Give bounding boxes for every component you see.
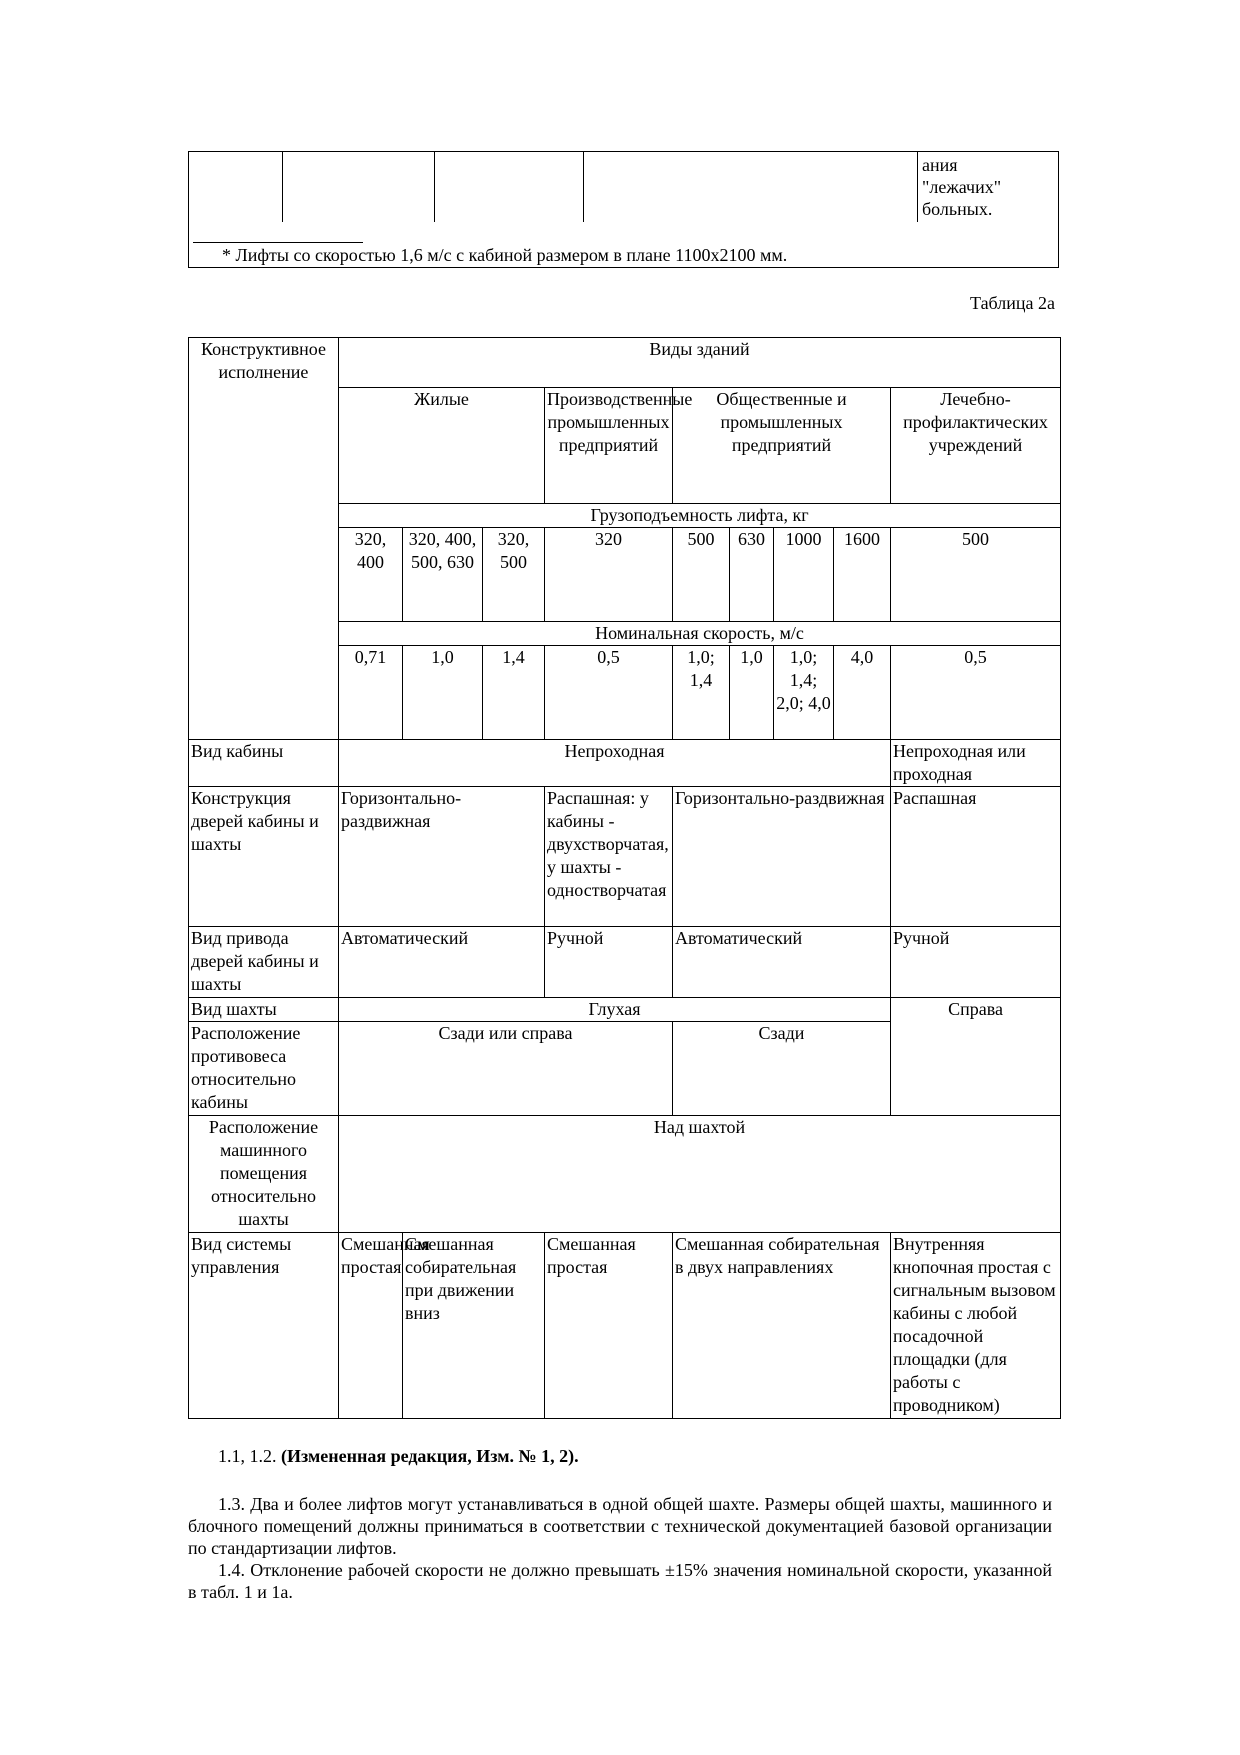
door-drive-value: Ручной <box>891 927 1061 998</box>
header-building-types: Виды зданий <box>339 338 1061 388</box>
speed-cell: 1,0; 1,4; 2,0; 4,0 <box>774 646 834 740</box>
counterweight-value: Сзади или справа <box>339 1022 673 1116</box>
capacity-cell: 320, 500 <box>483 528 545 622</box>
header-medical: Лечебно-профилактических учреждений <box>891 388 1061 504</box>
table-column-divider <box>917 152 918 222</box>
footnote-rule <box>193 242 363 243</box>
row-label-machine-room: Расположение машинного помещения относительно шахты <box>189 1116 339 1233</box>
speed-cell: 1,0; 1,4 <box>673 646 730 740</box>
control-value: Смешанная простая <box>545 1233 673 1419</box>
carryover-cell-text: ания "лежачих" больных. <box>922 155 1002 219</box>
cabin-type-value: Непроходная или проходная <box>891 740 1061 787</box>
elevator-spec-table <box>188 337 1061 1419</box>
counterweight-value: Сзади <box>673 1022 891 1116</box>
door-design-value: Распашная: у кабины - двухстворчатая, у шахты - одностворчатая <box>545 787 673 927</box>
speed-cell: 1,4 <box>483 646 545 740</box>
speed-cell: 0,71 <box>339 646 403 740</box>
capacity-cell: 1000 <box>774 528 834 622</box>
speed-cell: 1,0 <box>403 646 483 740</box>
capacity-cell: 1600 <box>834 528 891 622</box>
row-label-control: Вид системы управления <box>189 1233 339 1419</box>
door-design-value: Горизонтально-раздвижная <box>339 787 545 927</box>
previous-table-fragment <box>188 151 1059 268</box>
machine-room-value: Над шахтой <box>339 1116 1061 1233</box>
control-value: Внутренняя кнопочная простая с сигнальным вызовом кабины с любой посадочной площадки (для работы с проводником) <box>891 1233 1061 1419</box>
control-value: Смешанная собирательная при движении вниз <box>403 1233 545 1419</box>
shaft-type-value: Глухая <box>339 998 891 1022</box>
paragraph-1-4: 1.4. Отклонение рабочей скорости не должно превышать ±15% значения номинальной скорости, указанной в табл. 1 и 1а. <box>188 1560 1052 1602</box>
row-label-door-drive: Вид привода дверей кабины и шахты <box>189 927 339 998</box>
door-design-value: Распашная <box>891 787 1061 927</box>
capacity-cell: 320 <box>545 528 673 622</box>
table-column-divider <box>583 152 584 222</box>
control-value: Смешанная простая <box>339 1233 403 1419</box>
door-drive-value: Ручной <box>545 927 673 998</box>
row-label-cabin-type: Вид кабины <box>189 740 339 787</box>
paragraph-1-3: 1.3. Два и более лифтов могут устанавливаться в одной общей шахте. Размеры общей шахты, машинного и блочного помещений должны приниматься в соответствии с технической документацией базовой организации по стандартизации лифтов. <box>188 1494 1052 1558</box>
control-value: Смешанная собирательная в двух направлениях <box>673 1233 891 1419</box>
door-drive-value: Автоматический <box>339 927 545 998</box>
amendment-bold: (Измененная редакция, Изм. № 1, 2). <box>281 1446 579 1466</box>
door-design-value: Горизонтально-раздвижная <box>673 787 891 927</box>
speed-cell: 1,0 <box>730 646 774 740</box>
speed-cell: 0,5 <box>891 646 1061 740</box>
table-caption: Таблица 2а <box>970 293 1055 313</box>
speed-cell: 4,0 <box>834 646 891 740</box>
capacity-cell: 630 <box>730 528 774 622</box>
header-public: Общественные и промышленных предприятий <box>673 388 891 504</box>
speed-cell: 0,5 <box>545 646 673 740</box>
speed-label: Номинальная скорость, м/с <box>339 622 1061 646</box>
table-column-divider <box>434 152 435 222</box>
shaft-position-value: Справа <box>891 998 1061 1116</box>
amendment-prefix: 1.1, 1.2. <box>218 1446 281 1466</box>
table-column-divider <box>282 152 283 222</box>
header-industrial: Производственные промышленных предприятий <box>545 388 673 504</box>
header-residential: Жилые <box>339 388 545 504</box>
row-label-shaft-type: Вид шахты <box>189 998 339 1022</box>
capacity-cell: 320, 400 <box>339 528 403 622</box>
capacity-cell: 500 <box>891 528 1061 622</box>
header-construction: Конструктивное исполнение <box>189 338 339 740</box>
cabin-type-value: Непроходная <box>339 740 891 787</box>
footnote-text: * Лифты со скоростью 1,6 м/с с кабиной размером в плане 1100х2100 мм. <box>222 245 788 265</box>
capacity-cell: 320, 400, 500, 630 <box>403 528 483 622</box>
capacity-label: Грузоподъемность лифта, кг <box>339 504 1061 528</box>
row-label-counterweight: Расположение противовеса относительно кабины <box>189 1022 339 1116</box>
amendment-note <box>188 1445 1052 1467</box>
capacity-cell: 500 <box>673 528 730 622</box>
row-label-door-design: Конструкция дверей кабины и шахты <box>189 787 339 927</box>
door-drive-value: Автоматический <box>673 927 891 998</box>
